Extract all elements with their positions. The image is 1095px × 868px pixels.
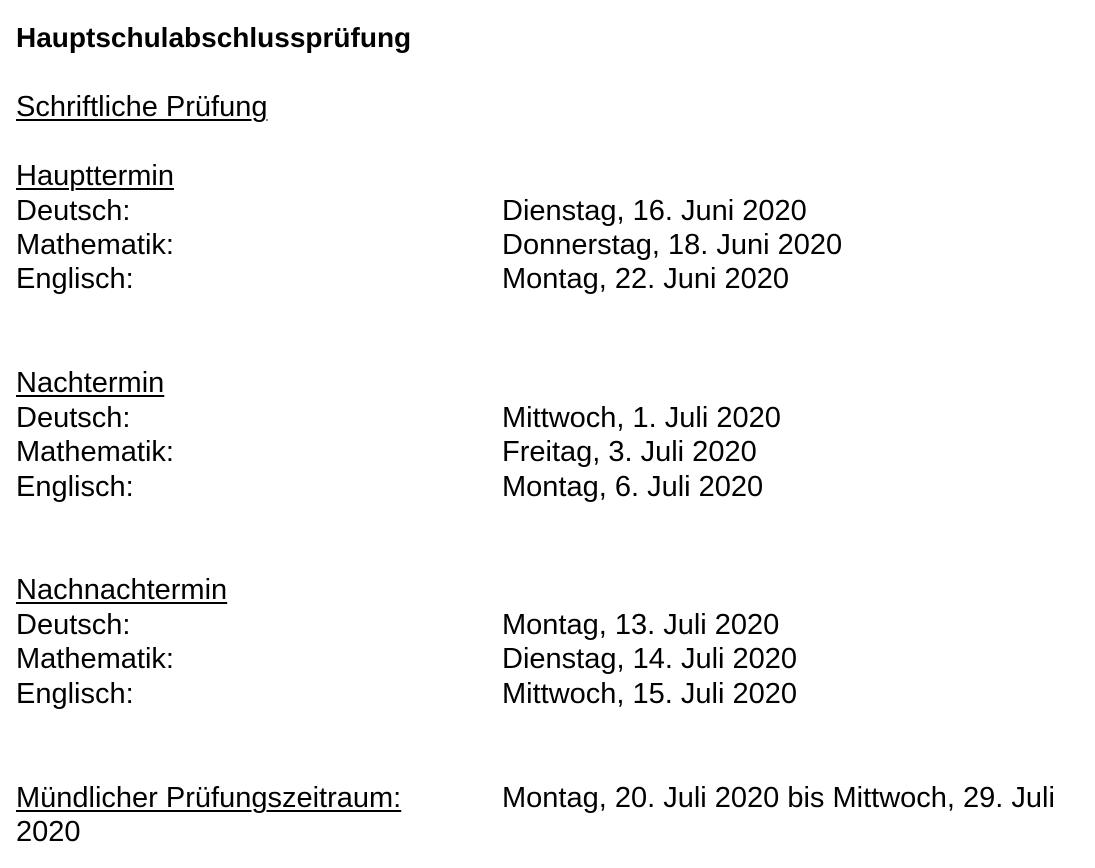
- exam-date: Dienstag, 14. Juli 2020: [502, 643, 798, 675]
- exam-date: Dienstag, 16. Juni 2020: [502, 195, 807, 227]
- schedule-row: [16, 262, 1086, 296]
- schedule-row: [16, 228, 1086, 262]
- exam-date: Montag, 22. Juni 2020: [502, 263, 789, 295]
- exam-date: Mittwoch, 1. Juli 2020: [502, 402, 781, 434]
- exam-date: Freitag, 3. Juli 2020: [502, 436, 757, 468]
- exam-date: Montag, 13. Juli 2020: [502, 609, 780, 641]
- schedule-row: [16, 435, 1086, 469]
- section-heading-haupttermin: Haupttermin: [16, 160, 174, 192]
- written-exam-heading: Schriftliche Prüfung: [16, 91, 268, 123]
- oral-exam-label: Mündlicher Prüfungszeitraum:: [16, 782, 402, 814]
- subject-label: Mathematik:: [16, 436, 174, 468]
- section-heading-nachnachtermin: Nachnachtermin: [16, 574, 228, 606]
- schedule-row: [16, 608, 1086, 642]
- schedule-row: [16, 642, 1086, 676]
- subject-label: Englisch:: [16, 471, 134, 503]
- subject-label: Mathematik:: [16, 229, 174, 261]
- document-title: Hauptschulabschlussprüfung: [16, 22, 412, 53]
- schedule-row: [16, 194, 1086, 228]
- subject-label: Englisch:: [16, 263, 134, 295]
- schedule-row: [16, 677, 1086, 711]
- exam-date: Montag, 6. Juli 2020: [502, 471, 764, 503]
- subject-label: Deutsch:: [16, 609, 131, 641]
- schedule-row: [16, 470, 1086, 504]
- schedule-row: [16, 401, 1086, 435]
- oral-exam-row: [16, 781, 1086, 815]
- subject-label: Deutsch:: [16, 195, 131, 227]
- oral-exam-period: Montag, 20. Juli 2020 bis Mittwoch, 29. Juli: [502, 782, 1055, 814]
- oral-exam-period-continued: 2020: [16, 816, 81, 848]
- section-heading-nachtermin: Nachtermin: [16, 367, 165, 399]
- exam-date: Donnerstag, 18. Juni 2020: [502, 229, 843, 261]
- exam-date: Mittwoch, 15. Juli 2020: [502, 678, 797, 710]
- subject-label: Deutsch:: [16, 402, 131, 434]
- subject-label: Englisch:: [16, 678, 134, 710]
- subject-label: Mathematik:: [16, 643, 174, 675]
